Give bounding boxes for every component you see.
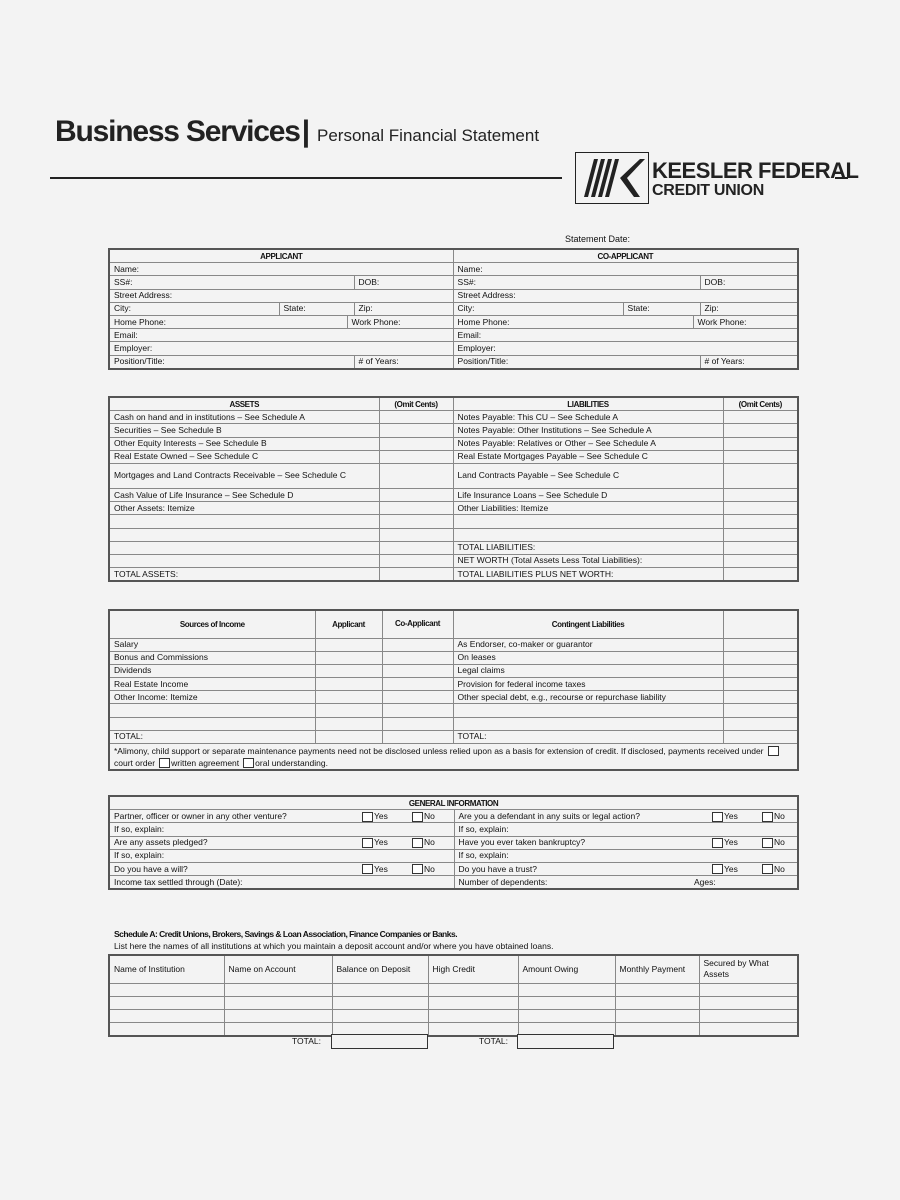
gi-no-option[interactable] (754, 836, 798, 849)
table-row (109, 983, 798, 996)
income-coapplicant-header: Co-Applicant (382, 610, 453, 638)
applicant-street-field[interactable]: Street Address: (109, 289, 453, 302)
title-main: Business Services (55, 115, 300, 148)
owing-total-field[interactable] (517, 1034, 614, 1049)
coapplicant-state-field[interactable]: State: (623, 302, 700, 315)
yes-checkbox[interactable] (362, 812, 373, 822)
liability-label: Other Liabilities: Itemize (453, 502, 723, 515)
contingent-total-label: TOTAL: (453, 730, 723, 743)
contingent-header: Contingent Liabilities (453, 610, 723, 638)
income-total-applicant[interactable] (315, 730, 382, 743)
coapplicant-city-field[interactable]: City: (453, 302, 623, 315)
income-blank-row[interactable] (109, 704, 315, 717)
logo-line1: KEESLER FEDERAL (652, 158, 859, 183)
asset-label: Real Estate Owned – See Schedule C (109, 450, 379, 463)
liability-amount[interactable] (723, 488, 798, 501)
court-order-checkbox[interactable] (768, 746, 779, 756)
contingent-label: On leases (453, 651, 723, 664)
asset-label: Mortgages and Land Contracts Receivable – See Schedule C (109, 463, 379, 488)
applicant-dob-field[interactable]: DOB: (354, 276, 453, 289)
cell[interactable] (428, 983, 518, 996)
contingent-label: Legal claims (453, 664, 723, 677)
no-checkbox[interactable] (412, 812, 423, 822)
dependent-ages-field[interactable] (694, 876, 798, 890)
gi-explain-field[interactable]: If so, explain: (454, 823, 798, 836)
oral-understanding-checkbox[interactable] (243, 758, 254, 768)
income-applicant-amount[interactable] (315, 651, 382, 664)
gi-explain-field[interactable]: If so, explain: (109, 849, 454, 862)
no-label: No (774, 810, 785, 821)
cell[interactable] (615, 1009, 699, 1022)
liability-amount[interactable] (723, 424, 798, 437)
gi-question: Do you have a will? (109, 862, 354, 875)
income-label: Salary (109, 638, 315, 651)
coapplicant-header: CO-APPLICANT (453, 249, 798, 263)
total-assets-amount[interactable] (379, 568, 453, 582)
coapplicant-years-field[interactable]: # of Years: (700, 355, 798, 369)
owing-total-label: TOTAL: (479, 1036, 508, 1046)
table-row (109, 996, 798, 1009)
contingent-amount[interactable] (723, 704, 798, 717)
logo-line2: CREDIT UNION (652, 182, 764, 199)
gi-question: Are any assets pledged? (109, 836, 354, 849)
liability-blank-row[interactable] (453, 528, 723, 541)
liabilities-omit-cents: (Omit Cents) (723, 397, 798, 411)
income-contingent-table (108, 609, 799, 771)
logo-k-icon (576, 153, 648, 203)
col-balance-on-deposit: Balance on Deposit (332, 955, 428, 983)
no-checkbox[interactable] (412, 838, 423, 848)
cell[interactable] (428, 1009, 518, 1022)
cell[interactable] (109, 1009, 224, 1022)
yes-label: Yes (374, 863, 388, 874)
gi-question: Partner, officer or owner in any other venture? (109, 810, 354, 823)
liability-label: Land Contracts Payable – See Schedule C (453, 463, 723, 488)
asset-amount[interactable] (379, 515, 453, 528)
income-applicant-header: Applicant (315, 610, 382, 638)
yes-label: Yes (374, 810, 388, 821)
asset-amount[interactable] (379, 488, 453, 501)
income-coapplicant-amount[interactable] (382, 664, 453, 677)
income-label: Dividends (109, 664, 315, 677)
income-total-coapplicant[interactable] (382, 730, 453, 743)
header-rule-left (50, 177, 562, 179)
yes-label: Yes (724, 863, 738, 874)
gi-yes-option[interactable] (354, 810, 404, 823)
statement-date-label: Statement Date: (565, 234, 631, 244)
applicant-name-field[interactable]: Name: (109, 263, 453, 276)
cell[interactable] (699, 996, 798, 1009)
assets-liabilities-table (108, 396, 799, 582)
income-applicant-amount[interactable] (315, 678, 382, 691)
liability-amount[interactable] (723, 411, 798, 424)
gi-no-option[interactable] (404, 862, 454, 875)
gi-yes-option[interactable] (354, 862, 404, 875)
contingent-amount[interactable] (723, 651, 798, 664)
logo-wordmark (652, 160, 858, 199)
asset-amount[interactable] (379, 528, 453, 541)
cell[interactable] (109, 996, 224, 1009)
cell[interactable] (224, 1023, 332, 1037)
page-title (55, 115, 539, 149)
cell[interactable] (109, 983, 224, 996)
cell[interactable] (428, 1023, 518, 1037)
coapplicant-ss-field[interactable]: SS#: (453, 276, 700, 289)
gi-no-option[interactable] (754, 810, 798, 823)
coapplicant-zip-field[interactable]: Zip: (700, 302, 798, 315)
contingent-blank-row[interactable] (453, 704, 723, 717)
liability-amount[interactable] (723, 515, 798, 528)
asset-label: Securities – See Schedule B (109, 424, 379, 437)
coapplicant-dob-field[interactable]: DOB: (700, 276, 798, 289)
gi-yes-option[interactable] (704, 810, 754, 823)
gi-yes-option[interactable] (704, 836, 754, 849)
total-assets-label: TOTAL ASSETS: (109, 568, 379, 582)
asset-amount[interactable] (379, 437, 453, 450)
contingent-amount-header (723, 610, 798, 638)
net-worth-amount[interactable] (723, 554, 798, 567)
liability-amount[interactable] (723, 463, 798, 488)
yes-checkbox[interactable] (362, 864, 373, 874)
total-liabilities-label: TOTAL LIABILITIES: (453, 541, 723, 554)
yes-checkbox[interactable] (712, 838, 723, 848)
total-liabilities-amount[interactable] (723, 541, 798, 554)
assets-header: ASSETS (109, 397, 379, 411)
written-agreement-checkbox[interactable] (159, 758, 170, 768)
asset-amount[interactable] (379, 463, 453, 488)
cell[interactable] (699, 983, 798, 996)
schedule-a-title: Schedule A: Credit Unions, Brokers, Savings & Loan Association, Finance Companies or Banks. (114, 929, 458, 939)
contingent-total-amount[interactable] (723, 730, 798, 743)
cell[interactable] (518, 1009, 615, 1022)
asset-label: Other Assets: Itemize (109, 502, 379, 515)
asset-label: Cash on hand and in institutions – See Schedule A (109, 411, 379, 424)
no-checkbox[interactable] (762, 838, 773, 848)
income-label: Bonus and Commissions (109, 651, 315, 664)
alimony-footnote (109, 744, 798, 771)
applicant-home-phone-field[interactable]: Home Phone: (109, 315, 347, 328)
no-checkbox[interactable] (412, 864, 423, 874)
contingent-amount[interactable] (723, 664, 798, 677)
income-coapplicant-amount[interactable] (382, 678, 453, 691)
applicant-years-field[interactable]: # of Years: (354, 355, 453, 369)
liability-amount[interactable] (723, 528, 798, 541)
table-row (109, 1023, 798, 1037)
asset-label: Cash Value of Life Insurance – See Schedule D (109, 488, 379, 501)
coapplicant-home-phone-field[interactable]: Home Phone: (453, 315, 693, 328)
cell[interactable] (428, 996, 518, 1009)
written-agreement-label: written agreement (171, 757, 240, 768)
asset-amount[interactable] (379, 450, 453, 463)
coapplicant-position-field[interactable]: Position/Title: (453, 355, 700, 369)
gi-yes-option[interactable] (354, 836, 404, 849)
asset-amount[interactable] (379, 541, 453, 554)
income-coapplicant-amount[interactable] (382, 691, 453, 704)
alimony-footnote-text: *Alimony, child support or separate maintenance payments need not be disclosed unless relied upon as a basis for extension of credit. If disclosed, payments received under (114, 745, 764, 756)
no-label: No (774, 837, 785, 848)
liability-blank-row[interactable] (453, 515, 723, 528)
asset-amount[interactable] (379, 424, 453, 437)
income-label: Real Estate Income (109, 678, 315, 691)
asset-label: Other Equity Interests – See Schedule B (109, 437, 379, 450)
cell[interactable] (332, 983, 428, 996)
schedule-a-subtitle: List here the names of all institutions at which you maintain a deposit account and/or where you have obtained loans. (114, 941, 554, 951)
yes-label: Yes (724, 837, 738, 848)
col-secured-by: Secured by What Assets (699, 955, 798, 983)
gi-question: Have you ever taken bankruptcy? (454, 836, 704, 849)
cell[interactable] (615, 983, 699, 996)
gi-no-option[interactable] (404, 836, 454, 849)
liability-label: Notes Payable: Relatives or Other – See Schedule A (453, 437, 723, 450)
gi-explain-field[interactable]: If so, explain: (109, 823, 454, 836)
liability-amount[interactable] (723, 437, 798, 450)
asset-amount[interactable] (379, 502, 453, 515)
applicant-email-field[interactable]: Email: (109, 329, 453, 342)
income-blank-row[interactable] (109, 717, 315, 730)
no-label: No (424, 863, 435, 874)
number-of-dependents-field[interactable]: Number of dependents: (454, 876, 754, 890)
cell[interactable] (332, 996, 428, 1009)
cell[interactable] (699, 1023, 798, 1037)
contingent-amount[interactable] (723, 717, 798, 730)
total-liabilities-plus-net-worth-label: TOTAL LIABILITIES PLUS NET WORTH: (453, 568, 723, 582)
gi-yes-option[interactable] (704, 862, 754, 875)
income-coapplicant-amount[interactable] (382, 717, 453, 730)
title-subtitle: Personal Financial Statement (316, 126, 540, 145)
liabilities-header: LIABILITIES (453, 397, 723, 411)
gi-no-option[interactable] (754, 862, 798, 875)
cell[interactable] (224, 996, 332, 1009)
liability-amount[interactable] (723, 450, 798, 463)
liability-label: Life Insurance Loans – See Schedule D (453, 488, 723, 501)
yes-checkbox[interactable] (362, 838, 373, 848)
gi-question: Do you have a trust? (454, 862, 704, 875)
court-order-label: court order (114, 757, 156, 768)
yes-checkbox[interactable] (712, 864, 723, 874)
yes-checkbox[interactable] (712, 812, 723, 822)
income-coapplicant-amount[interactable] (382, 704, 453, 717)
income-header: Sources of Income (109, 610, 315, 638)
total-liabilities-plus-net-worth-amount[interactable] (723, 568, 798, 582)
gi-question: Are you a defendant in any suits or legal action? (454, 810, 704, 823)
liability-label: Notes Payable: Other Institutions – See Schedule A (453, 424, 723, 437)
applicant-zip-field[interactable]: Zip: (354, 302, 453, 315)
income-applicant-amount[interactable] (315, 664, 382, 677)
contingent-label: Provision for federal income taxes (453, 678, 723, 691)
balance-total-field[interactable] (331, 1034, 428, 1049)
general-information-header: GENERAL INFORMATION (109, 796, 798, 810)
oral-understanding-label: oral understanding. (255, 757, 328, 768)
coapplicant-employer-field[interactable]: Employer: (453, 342, 798, 355)
general-information-table (108, 795, 799, 890)
applicant-city-field[interactable]: City: (109, 302, 279, 315)
table-row (109, 1009, 798, 1022)
col-monthly-payment: Monthly Payment (615, 955, 699, 983)
applicant-table (108, 248, 799, 370)
applicant-ss-field[interactable]: SS#: (109, 276, 354, 289)
cell[interactable] (518, 983, 615, 996)
liability-label: Notes Payable: This CU – See Schedule A (453, 411, 723, 424)
no-checkbox[interactable] (762, 812, 773, 822)
applicant-work-phone-field[interactable]: Work Phone: (347, 315, 453, 328)
asset-blank-row[interactable] (109, 541, 379, 554)
income-applicant-amount[interactable] (315, 704, 382, 717)
cell[interactable] (699, 1009, 798, 1022)
cell[interactable] (109, 1023, 224, 1037)
contingent-amount[interactable] (723, 638, 798, 651)
yes-label: Yes (374, 837, 388, 848)
asset-amount[interactable] (379, 554, 453, 567)
coapplicant-email-field[interactable]: Email: (453, 329, 798, 342)
applicant-header: APPLICANT (109, 249, 453, 263)
liability-amount[interactable] (723, 502, 798, 515)
income-applicant-amount[interactable] (315, 691, 382, 704)
no-label: No (774, 863, 785, 874)
income-applicant-amount[interactable] (315, 638, 382, 651)
contingent-blank-row[interactable] (453, 717, 723, 730)
cell[interactable] (224, 983, 332, 996)
coapplicant-street-field[interactable]: Street Address: (453, 289, 798, 302)
col-name-on-account: Name on Account (224, 955, 332, 983)
no-checkbox[interactable] (762, 864, 773, 874)
cell[interactable] (518, 996, 615, 1009)
contingent-amount[interactable] (723, 691, 798, 704)
cell[interactable] (615, 996, 699, 1009)
cell[interactable] (224, 1009, 332, 1022)
col-name-of-institution: Name of Institution (109, 955, 224, 983)
coapplicant-name-field[interactable]: Name: (453, 263, 798, 276)
ages-label: Ages: (694, 876, 716, 887)
income-total-label: TOTAL: (109, 730, 315, 743)
no-label: No (424, 810, 435, 821)
asset-amount[interactable] (379, 411, 453, 424)
title-separator: | (301, 115, 309, 148)
asset-blank-row[interactable] (109, 554, 379, 567)
balance-total-label: TOTAL: (292, 1036, 321, 1046)
net-worth-label: NET WORTH (Total Assets Less Total Liabilities): (453, 554, 723, 567)
schedule-a-table (108, 954, 799, 1037)
applicant-position-field[interactable]: Position/Title: (109, 355, 354, 369)
assets-omit-cents: (Omit Cents) (379, 397, 453, 411)
contingent-label: As Endorser, co-maker or guarantor (453, 638, 723, 651)
applicant-state-field[interactable]: State: (279, 302, 354, 315)
applicant-employer-field[interactable]: Employer: (109, 342, 453, 355)
liability-label: Real Estate Mortgages Payable – See Schedule C (453, 450, 723, 463)
income-applicant-amount[interactable] (315, 717, 382, 730)
no-label: No (424, 837, 435, 848)
gi-no-option[interactable] (404, 810, 454, 823)
income-tax-settled-field[interactable]: Income tax settled through (Date): (109, 876, 454, 890)
income-label: Other Income: Itemize (109, 691, 315, 704)
gi-explain-field[interactable]: If so, explain: (454, 849, 798, 862)
logo-mark (575, 152, 649, 204)
yes-label: Yes (724, 810, 738, 821)
income-coapplicant-amount[interactable] (382, 651, 453, 664)
contingent-amount[interactable] (723, 678, 798, 691)
asset-blank-row[interactable] (109, 515, 379, 528)
income-coapplicant-amount[interactable] (382, 638, 453, 651)
cell[interactable] (615, 1023, 699, 1037)
asset-blank-row[interactable] (109, 528, 379, 541)
col-amount-owing: Amount Owing (518, 955, 615, 983)
col-high-credit: High Credit (428, 955, 518, 983)
contingent-label: Other special debt, e.g., recourse or repurchase liability (453, 691, 723, 704)
coapplicant-work-phone-field[interactable]: Work Phone: (693, 315, 798, 328)
cell[interactable] (332, 1009, 428, 1022)
